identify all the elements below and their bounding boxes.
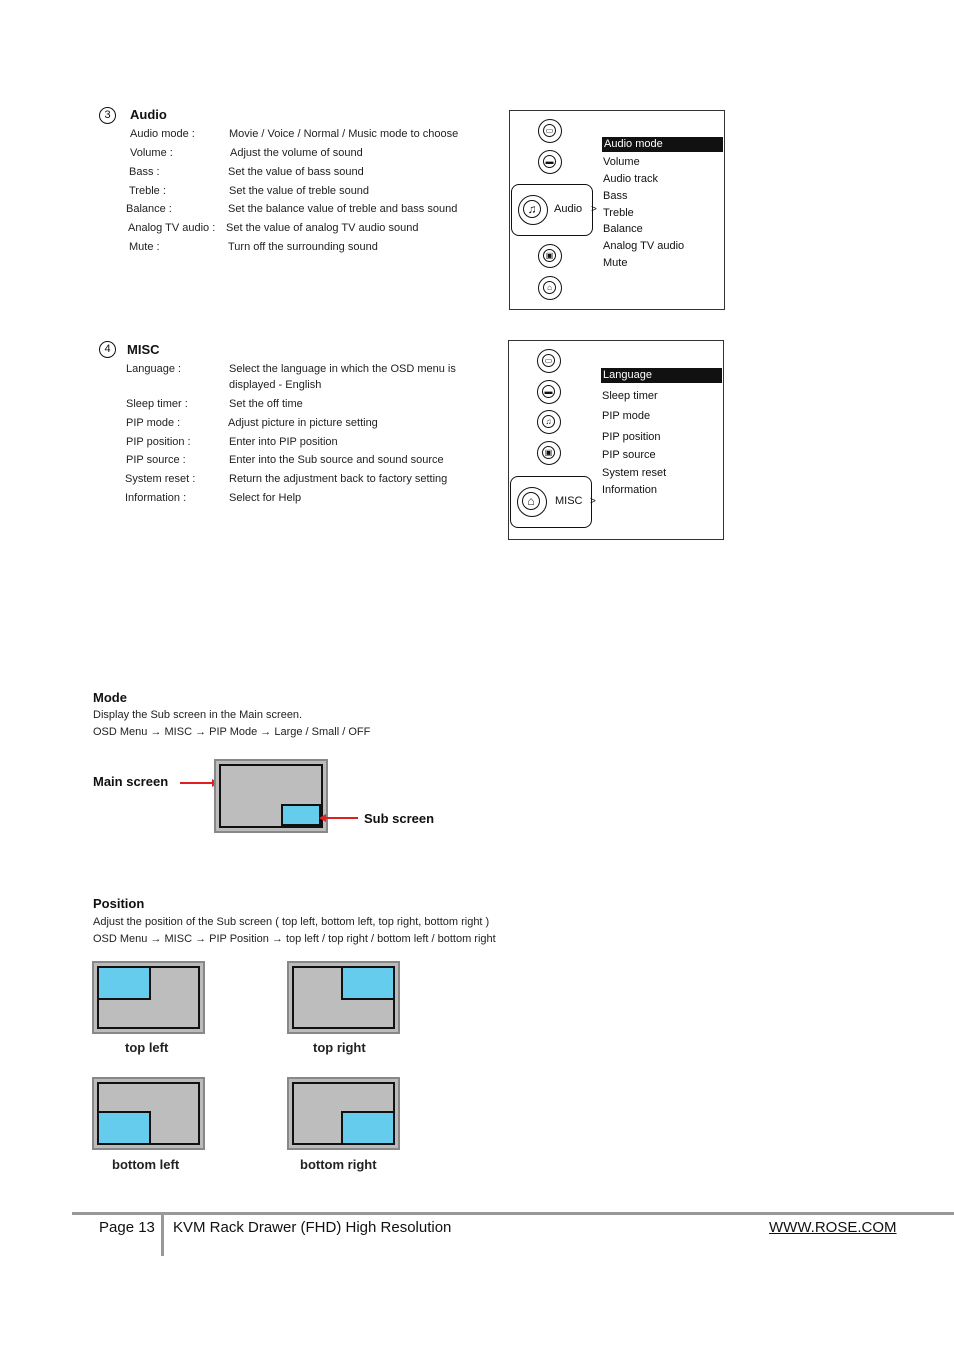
position-description: Adjust the position of the Sub screen ( top left, bottom left, top right, bottom right ) (93, 916, 490, 928)
audio-label: Bass : (129, 166, 160, 178)
pip-top-left-diagram (92, 961, 205, 1034)
audio-desc: Set the value of bass sound (228, 166, 364, 178)
mode-title: Mode (93, 690, 127, 705)
osd-menu-item: PIP position (602, 431, 661, 443)
tv-icon: ▣ (538, 244, 562, 268)
misc-desc: Select the language in which the OSD menu is (229, 363, 456, 375)
misc-label: Language : (126, 363, 182, 375)
audio-label: Volume : (130, 147, 173, 159)
tv-icon: ▣ (537, 441, 561, 465)
pip-mode-screen (214, 759, 328, 833)
mode-description: Display the Sub screen in the Main screen. (93, 709, 303, 721)
chevron-right-icon: > (591, 204, 597, 215)
audio-label: Audio mode : (130, 128, 195, 140)
misc-osd-menu (508, 340, 724, 540)
caption-bottom-left: bottom left (112, 1157, 180, 1172)
osd-menu-item: PIP mode (602, 410, 651, 422)
audio-label: Mute : (129, 241, 160, 253)
sub-screen (341, 966, 395, 1000)
monitor-icon: ▬ (537, 380, 561, 404)
osd-menu-item: PIP source (602, 449, 656, 461)
music-note-icon: ♫ (518, 195, 548, 225)
sub-screen (281, 804, 321, 826)
misc-desc: Enter into PIP position (229, 436, 338, 448)
home-icon: ⌂ (538, 276, 562, 300)
sub-screen-label: Sub screen (364, 811, 435, 826)
osd-menu-item: Audio track (603, 173, 659, 185)
misc-desc-continued: displayed - English (229, 379, 322, 391)
osd-menu-item: Sleep timer (602, 390, 658, 402)
misc-label: System reset : (125, 473, 196, 485)
audio-section-title: Audio (130, 107, 167, 122)
misc-tab-label: MISC (555, 495, 583, 507)
arrow-left-icon (318, 811, 360, 825)
chevron-right-icon: > (590, 496, 596, 507)
document-title: KVM Rack Drawer (FHD) High Resolution (173, 1219, 452, 1236)
osd-menu-item: System reset (602, 467, 667, 479)
misc-desc: Set the off time (229, 398, 303, 410)
osd-menu-item-selected: Language (601, 368, 722, 383)
osd-menu-item: Bass (603, 190, 628, 202)
audio-desc: Movie / Voice / Normal / Music mode to choose (229, 128, 459, 140)
misc-desc: Return the adjustment back to factory setting (229, 473, 448, 485)
audio-label: Analog TV audio : (128, 222, 216, 234)
caption-top-left: top left (125, 1040, 169, 1055)
osd-menu-item: Analog TV audio (603, 240, 685, 252)
caption-top-right: top right (313, 1040, 366, 1055)
section-number-badge: 4 (99, 341, 116, 358)
osd-menu-item-selected: Audio mode (602, 137, 723, 152)
misc-desc: Adjust picture in picture setting (228, 417, 378, 429)
misc-label: PIP source : (126, 454, 186, 466)
osd-menu-item: Volume (603, 156, 640, 168)
pip-bottom-left-diagram (92, 1077, 205, 1150)
misc-label: Sleep timer : (126, 398, 188, 410)
home-icon: ⌂ (517, 487, 547, 517)
osd-menu-item: Information (602, 484, 658, 496)
position-title: Position (93, 896, 145, 911)
sub-screen (97, 1111, 151, 1145)
misc-selected-tab (510, 476, 592, 528)
position-menu-path: OSD Menu → MISC → PIP Position → top left / top right / bottom left / bottom right (93, 933, 496, 945)
footer-divider (72, 1212, 954, 1215)
audio-desc: Set the value of analog TV audio sound (226, 222, 419, 234)
audio-selected-tab (511, 184, 593, 236)
audio-desc: Turn off the surrounding sound (228, 241, 378, 253)
audio-desc: Set the value of treble sound (229, 185, 370, 197)
audio-desc: Set the balance value of treble and bass sound (228, 203, 458, 215)
mode-menu-path: OSD Menu → MISC → PIP Mode → Large / Small / OFF (93, 726, 371, 738)
misc-label: PIP position : (126, 436, 191, 448)
page-number: Page 13 (99, 1219, 155, 1236)
sub-screen (341, 1111, 395, 1145)
picture-icon: ▭ (537, 349, 561, 373)
osd-menu-item: Balance (603, 223, 643, 235)
misc-label: PIP mode : (126, 417, 181, 429)
misc-desc: Select for Help (229, 492, 302, 504)
caption-bottom-right: bottom right (300, 1157, 377, 1172)
misc-desc: Enter into the Sub source and sound source (229, 454, 444, 466)
music-note-icon: ♫ (537, 410, 561, 434)
pip-bottom-right-diagram (287, 1077, 400, 1150)
audio-label: Treble : (129, 185, 166, 197)
osd-menu-item: Treble (603, 207, 634, 219)
picture-icon: ▭ (538, 119, 562, 143)
osd-menu-item: Mute (603, 257, 628, 269)
sub-screen (97, 966, 151, 1000)
audio-desc: Adjust the volume of sound (230, 147, 363, 159)
section-number-badge: 3 (99, 107, 116, 124)
misc-section-title: MISC (127, 342, 160, 357)
website-link[interactable]: WWW.ROSE.COM (769, 1219, 897, 1236)
main-screen-label: Main screen (93, 774, 169, 789)
audio-tab-label: Audio (554, 203, 583, 215)
audio-osd-menu (509, 110, 725, 310)
audio-label: Balance : (126, 203, 172, 215)
misc-label: Information : (125, 492, 187, 504)
footer-vertical-divider (161, 1212, 164, 1256)
monitor-icon: ▬ (538, 150, 562, 174)
pip-top-right-diagram (287, 961, 400, 1034)
